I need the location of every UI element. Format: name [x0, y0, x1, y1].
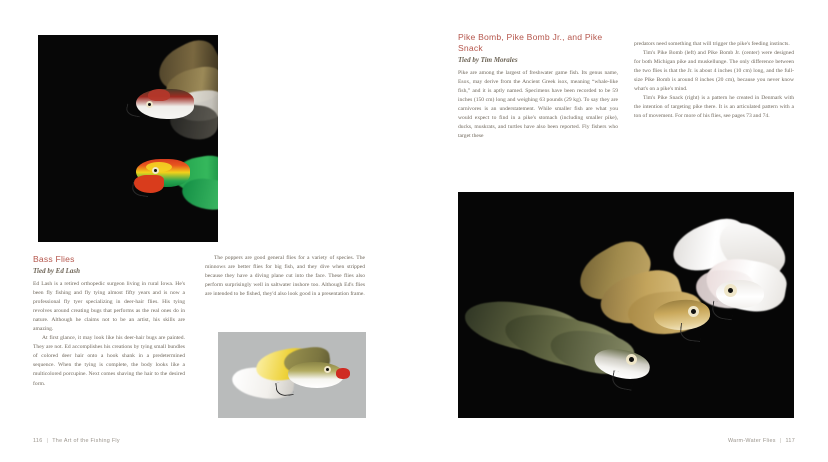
frog-popper-fly: [130, 153, 218, 233]
folio-section-title: Warm-Water Flies: [727, 438, 776, 444]
bass-flies-text-column-right: [205, 254, 365, 299]
footer-right: [728, 438, 795, 444]
pike-snack-fly: [672, 218, 794, 338]
yellow-white-popper-fly: [232, 342, 356, 408]
paragraph: At first glance, it may look like his deer-hair bugs are painted. They are not. Ed accomplishes his creations by tying small bundles of colored deer hair onto a hook shank in a predetermined sequence. When the tying is complete, the body looks like a multicolored porcupine. Next comes shaving the hair to the desired form.: [33, 335, 185, 387]
folio-separator: |: [46, 438, 49, 444]
pike-flies-text-column-one: [458, 32, 618, 141]
paragraph: Tim's Pike Bomb (left) and Pike Bomb Jr. (center) were designed for both Michigan pike and muskellunge. The only difference between the two flies is that the Jr. is about 4 inches (10 cm) long, and the full-size Pike Bomb is around 8 inches (20 cm), because you never know what's on a pike's mind.: [634, 50, 794, 93]
folio-page-number: 116: [33, 438, 43, 444]
pike-flies-text-column-two: [634, 40, 794, 121]
paragraph: predators need something that will trigger the pike's feeding instincts.: [634, 41, 790, 47]
paragraph: Tim's Pike Snack (right) is a pattern he created in Denmark with the intention of targeting pike there. It is an articulated pattern with a ton of movement. For more of his flies, see pages 73 and 74.: [634, 95, 794, 120]
footer-left: [33, 438, 120, 444]
pike-flies-photo: [458, 192, 794, 418]
bass-flies-text-column-left: [33, 254, 185, 389]
bass-popper-photo: [218, 332, 366, 418]
byline-ed-lash: Tied by Ed Lash: [33, 267, 80, 275]
right-page: [414, 0, 828, 462]
folio-page-number: 117: [785, 438, 795, 444]
page-title-bass-flies: Bass Flies: [33, 254, 75, 264]
bass-flies-main-photo: [38, 35, 218, 242]
folio-separator: |: [779, 438, 782, 444]
paragraph: Pike are among the largest of freshwater game fish. Its genus name, Esox, may derive from the Ancient Greek isox, meaning “whale-like fish,” and it is aptly named. Specimens have been recorded to be 59 inches (150 cm) long and weighing 63 pounds (29 kg). To say they are carnivores is an understatement. While smaller fish are what you would expect to find in a pike's stomach (including smaller pike), ducks, muskrats, and turtles have also been reported. Fly fishers who target these: [458, 70, 618, 140]
paragraph: Ed Lash is a retired orthopedic surgeon living in rural Iowa. He's been fly fishing and fly tying almost fifty years and is now a professional fly tyer specializing in deer-hair flies. His tying revolves around creating bugs that performs as the real ones do in nature. Although he claims not to be an artist, his skills are amazing.: [33, 281, 185, 333]
paragraph: The poppers are good general flies for a variety of species. The minnows are better flies for big fish, and they dive when stripped because they have a diving plane cut into the face. These flies also perform surprisingly well in saltwater inshore too. Although Ed's flies are intended to be fished, they'd also look good in a presentation frame.: [205, 255, 365, 298]
white-red-minnow-fly: [116, 47, 218, 152]
folio-book-title: The Art of the Fishing Fly: [52, 438, 120, 444]
page-title-pike-flies: Pike Bomb, Pike Bomb Jr., and Pike Snack: [458, 32, 603, 53]
byline-tim-morales: Tied by Tim Morales: [458, 56, 518, 64]
